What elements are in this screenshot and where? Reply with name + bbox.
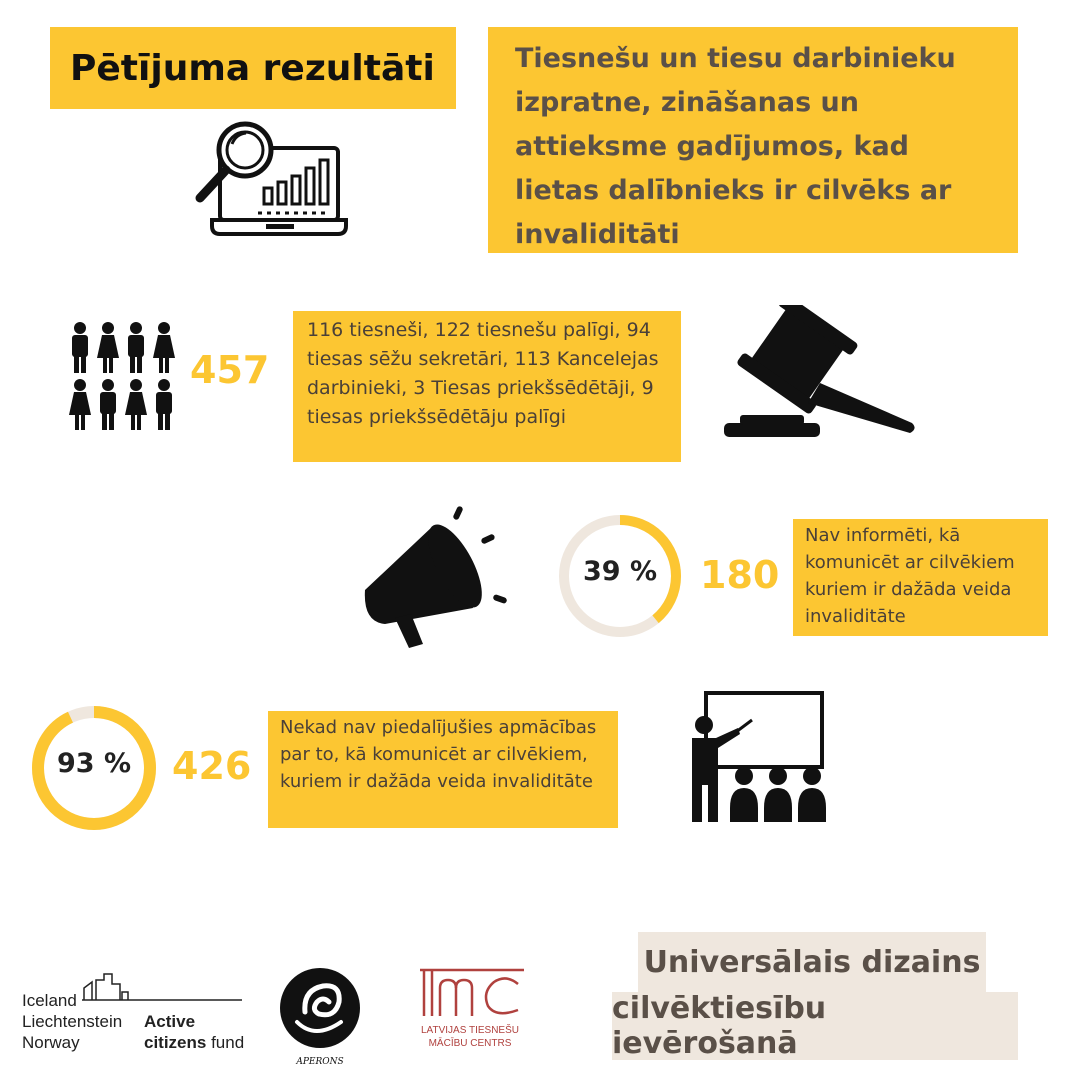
- page-title: Pētījuma rezultāti: [70, 47, 435, 89]
- not-informed-box: [793, 519, 1048, 636]
- eea-country-1: Iceland: [22, 991, 77, 1010]
- no-training-description: Nekad nav piedalījušies apmācības par to, kā komunicēt ar cilvēkiem, kuriem ir dažāda veida invaliditāte: [280, 717, 597, 792]
- aferons-name: APERONS: [296, 1057, 344, 1067]
- footer-title-line-2-box: [612, 992, 1018, 1060]
- ltmc-line-1: LATVIJAS TIESNEŠU: [421, 1025, 519, 1036]
- no-training-number: 426: [172, 744, 252, 788]
- total-respondents-number: 457: [190, 348, 270, 392]
- no-training-box: [268, 711, 618, 828]
- heading-text: Tiesnešu un tiesu darbinieku izpratne, zināšanas un attieksme gadījumos, kad lietas dalībnieks ir cilvēks ar invaliditāti: [515, 43, 956, 250]
- gavel-icon: [712, 305, 922, 445]
- eea-country-2: Liechtenstein: [22, 1012, 123, 1031]
- eea-country-3: Norway: [22, 1033, 80, 1052]
- teacher-class-icon: [676, 690, 840, 825]
- people-group-icon: [68, 320, 180, 432]
- magnifier-laptop-icon: [190, 120, 350, 245]
- not-informed-description: Nav informēti, kā komunicēt ar cilvēkiem kuriem ir dažāda veida invaliditāte: [805, 525, 1015, 627]
- ltmc-line-2: MĀCĪBU CENTRS: [428, 1038, 512, 1049]
- total-description-box: [293, 311, 681, 462]
- ltmc-logo: [410, 960, 525, 1060]
- fund-line-2-bold: citizens: [144, 1033, 207, 1052]
- eea-grants-logo: [22, 970, 247, 1060]
- fund-line-2-rest: fund: [206, 1033, 245, 1052]
- total-description: 116 tiesneši, 122 tiesnešu palīgi, 94 tiesas sēžu sekretāri, 113 Kancelejas darbinieki, 3 Tiesas priekšsēdētāji, 9 tiesas priekšsēdētāju palīgi: [307, 319, 659, 428]
- footer-title-line-1-box: [638, 932, 986, 992]
- page-title-box: [50, 27, 456, 109]
- no-training-percent: 93 %: [56, 748, 132, 779]
- heading-box: [488, 27, 1018, 253]
- fund-line-1: Active: [144, 1012, 196, 1031]
- aferons-logo: [275, 960, 365, 1070]
- not-informed-percent: 39 %: [582, 556, 658, 587]
- megaphone-icon: [355, 498, 525, 653]
- footer-title-line-1: Universālais dizains: [643, 944, 981, 980]
- footer-title-line-2: cilvēktiesību ievērošanā: [612, 991, 827, 1061]
- not-informed-number: 180: [700, 553, 780, 597]
- ltmc-mark: [418, 962, 528, 1020]
